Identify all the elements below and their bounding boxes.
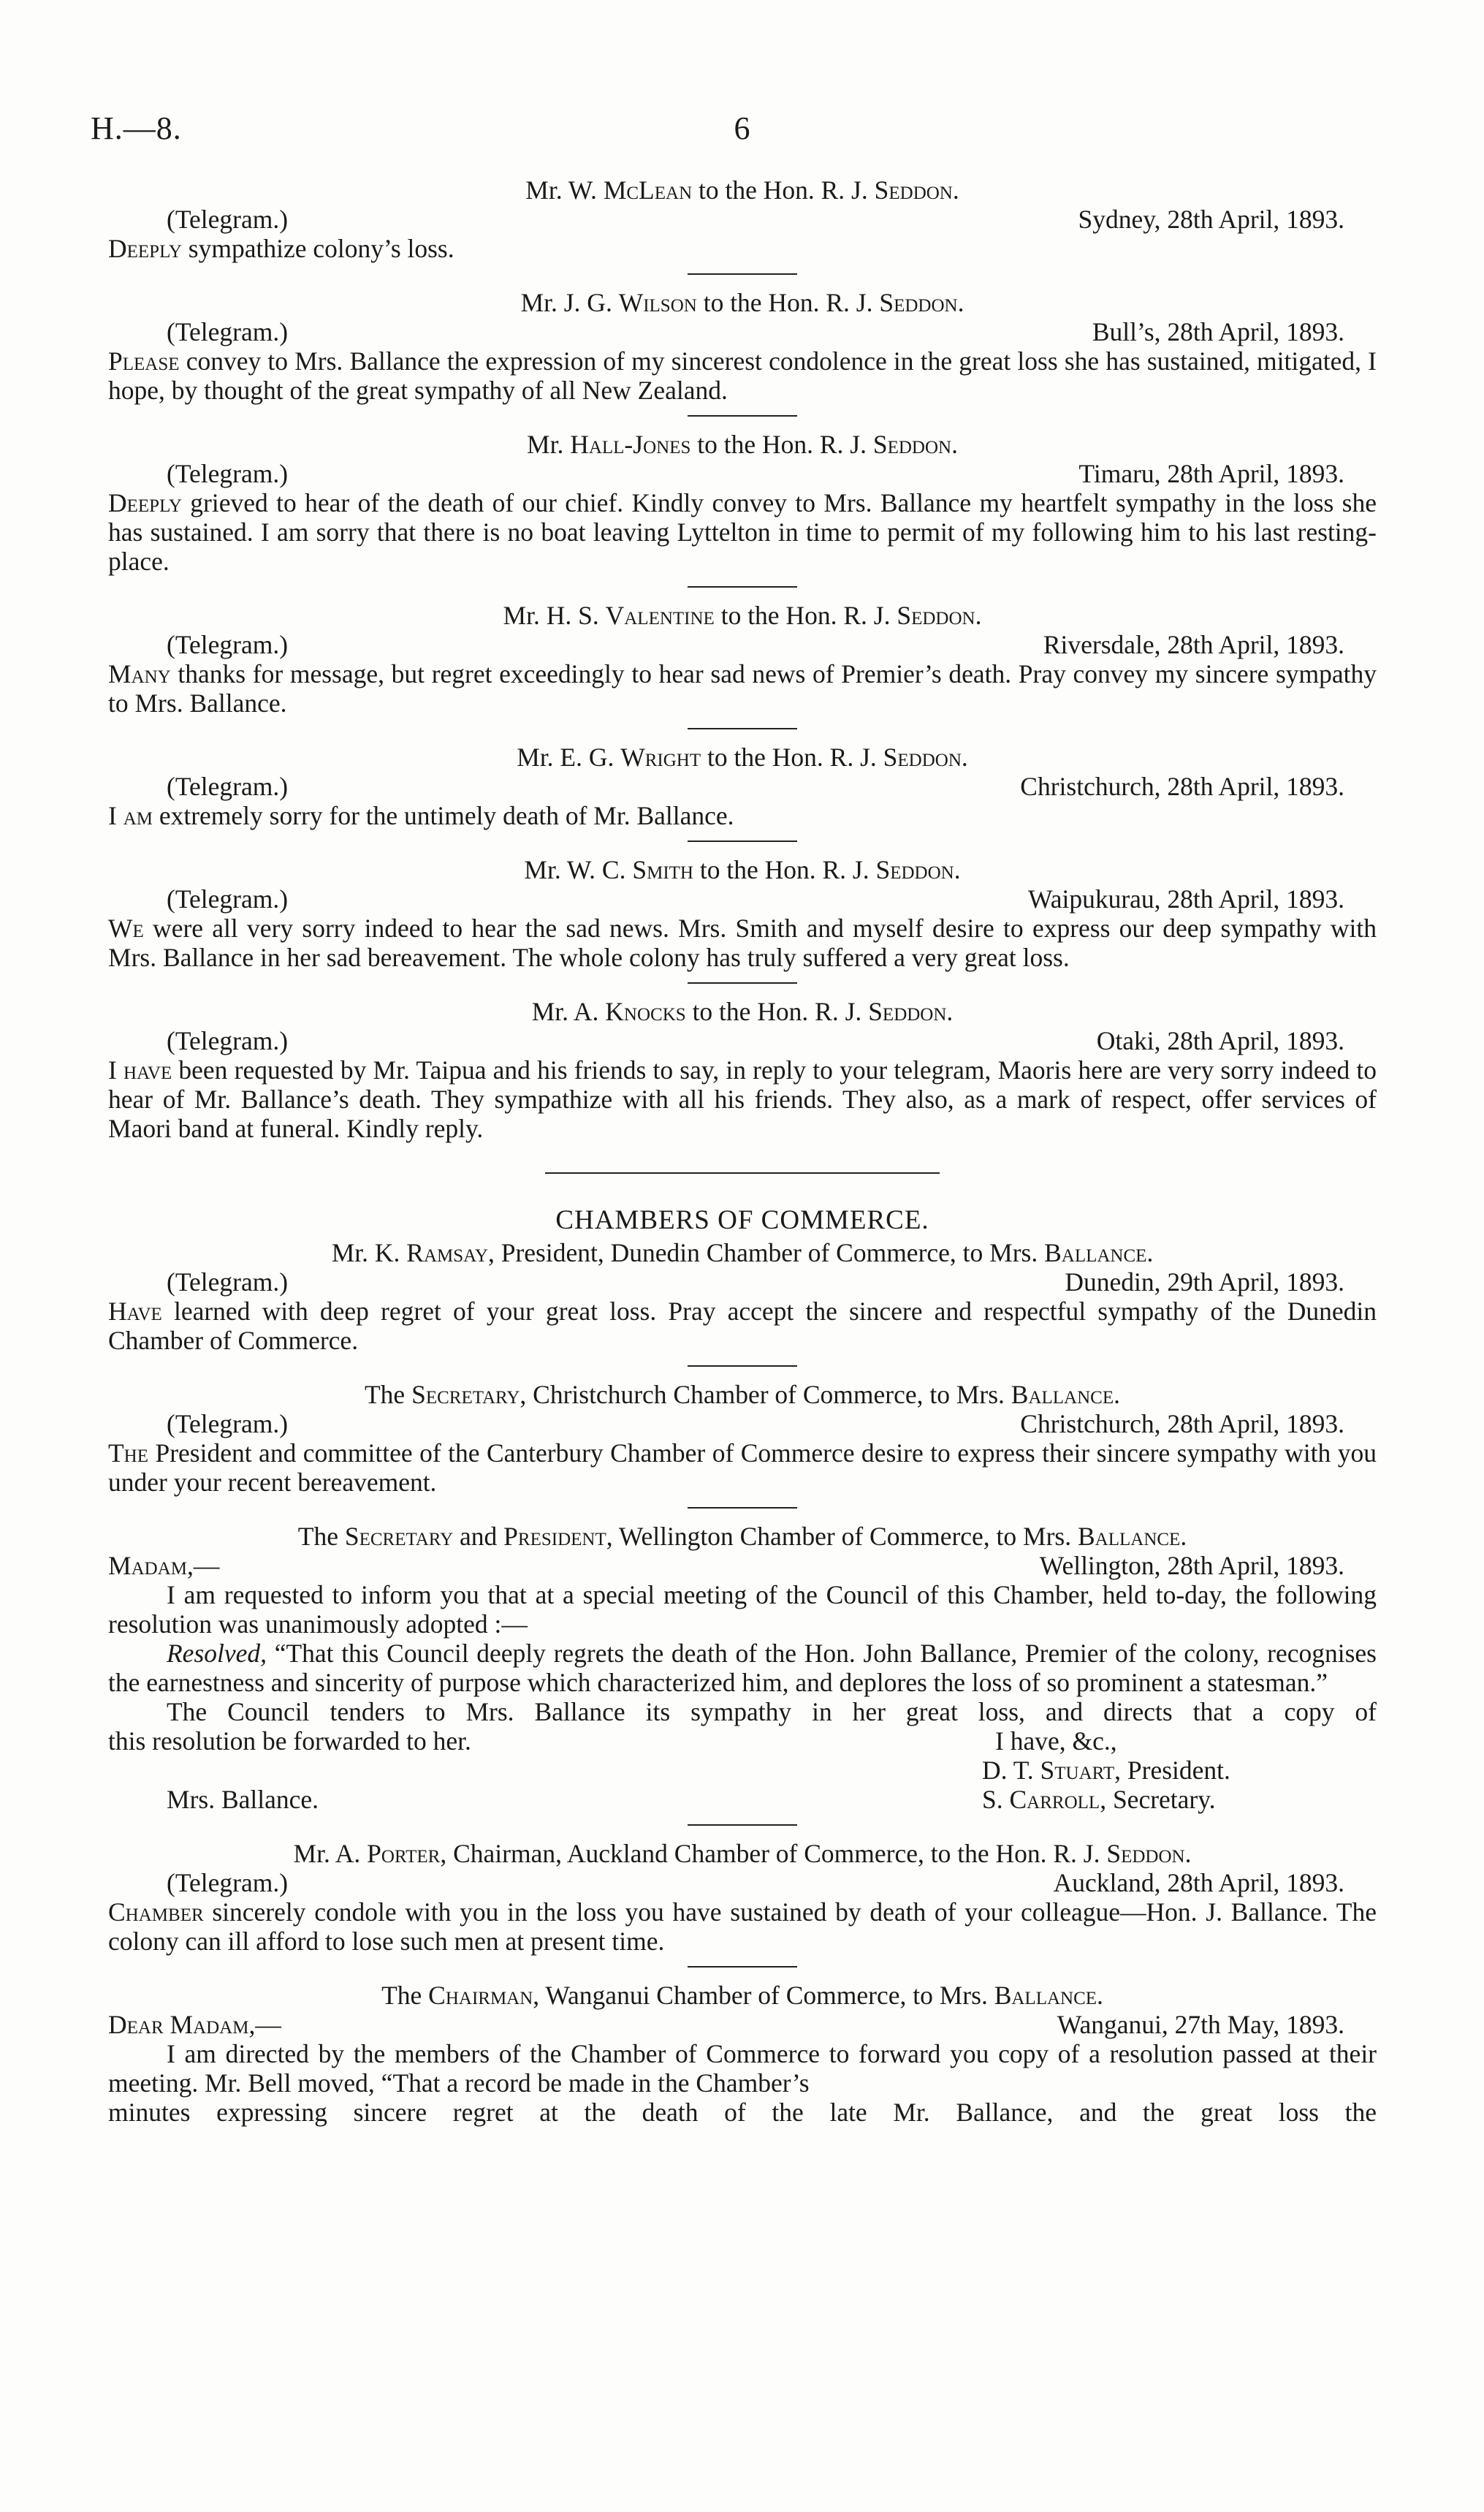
letter-paragraph-continued: minutes expressing sincere regret at the death of the late Mr. Ballance, and the great loss the (108, 2098, 1377, 2127)
telegram-wilson (108, 288, 1377, 405)
message-body: I am extremely sorry for the untimely death of Mr. Ballance. (108, 801, 734, 830)
message-title: Mr. W. C. Smith to the Hon. R. J. Seddon. (524, 855, 961, 884)
message-meta (108, 1026, 1377, 1055)
message-body: Have learned with deep regret of your great loss. Pray accept the sincere and respectful sympathy of the Dunedin Chamber of Commerce. (108, 1297, 1377, 1355)
message-place-date: Wellington, 28th April, 1893. (1039, 1551, 1344, 1580)
letter-resolution: Resolved, “That this Council deeply regrets the death of the Hon. John Ballance, Premier of the colony, recognises the earnestness and sincerity of purpose which characterized him, and deplores the loss of so prominent a statesman.” (108, 1639, 1377, 1697)
message-place-date: Christchurch, 28th April, 1893. (1020, 772, 1344, 801)
signature-secretary: S. Carroll, Secretary. (982, 1785, 1216, 1814)
message-meta (108, 630, 1377, 659)
message-kind: (Telegram.) (167, 459, 289, 488)
message-body: Many thanks for message, but regret exceedingly to hear sad news of Premier’s death. Pray convey my sincere sympathy to Mrs. Ballance. (108, 659, 1377, 718)
message-kind: (Telegram.) (167, 884, 289, 914)
letter-body (108, 2039, 1377, 2127)
message-kind: (Telegram.) (167, 205, 289, 234)
telegram-smith (108, 855, 1377, 972)
message-meta (108, 2010, 1377, 2039)
page-number: 6 (734, 110, 750, 146)
message-body: Deeply sympathize colony’s loss. (108, 234, 454, 263)
message-meta (108, 1409, 1377, 1438)
divider-rule (688, 586, 797, 588)
telegram-wright (108, 743, 1377, 830)
message-meta (108, 1551, 1377, 1580)
divider-rule (688, 728, 797, 729)
message-place-date: Riversdale, 28th April, 1893. (1043, 630, 1344, 659)
letter-paragraph: I am directed by the members of the Chamber of Commerce to forward you copy of a resolution passed at their meeting. Mr. Bell moved, “That a record be made in the Chamber’s (108, 2039, 1377, 2098)
letter-wellington (108, 1522, 1377, 1814)
message-meta (108, 1267, 1377, 1297)
telegram-mclean (108, 175, 1377, 263)
message-body: The President and committee of the Canterbury Chamber of Commerce desire to express their sincere sympathy with you under your recent bereavement. (108, 1438, 1377, 1497)
message-kind: (Telegram.) (167, 317, 289, 346)
message-title: The Secretary, Christchurch Chamber of Commerce, to Mrs. Ballance. (365, 1380, 1120, 1409)
divider-rule (688, 1824, 797, 1826)
message-title: Mr. K. Ramsay, President, Dunedin Chamber of Commerce, to Mrs. Ballance. (331, 1238, 1154, 1267)
message-meta (108, 1868, 1377, 1897)
letter-salutation: Madam,— (108, 1551, 220, 1580)
message-kind: (Telegram.) (167, 1409, 289, 1438)
letter-paragraph: I am requested to inform you that at a special meeting of the Council of this Chamber, held to-day, the following resolution was unanimously adopted :— (108, 1580, 1377, 1639)
message-place-date: Wanganui, 27th May, 1893. (1057, 2010, 1344, 2039)
message-title: Mr. J. G. Wilson to the Hon. R. J. Seddon. (520, 288, 964, 317)
message-body: Deeply grieved to hear of the death of our chief. Kindly convey to Mrs. Ballance my heartfelt sympathy in the loss she has sustained. I am sorry that there is no boat leaving Lyttelton in time to permit of my following him to his last resting-place. (108, 488, 1377, 576)
page-header (91, 110, 1393, 153)
message-meta (108, 772, 1377, 801)
letter-paragraph: The Council tenders to Mrs. Ballance its sympathy in her great loss, and directs that a copy of (167, 1697, 1377, 1726)
divider-rule (688, 1507, 797, 1509)
divider-rule (688, 1365, 797, 1367)
message-body: We were all very sorry indeed to hear the sad news. Mrs. Smith and myself desire to express our deep sympathy with Mrs. Ballance in her sad bereavement. The whole colony has truly suffered a very great loss. (108, 914, 1377, 972)
message-meta (108, 459, 1377, 488)
signature-row (108, 1756, 1377, 1785)
message-kind: (Telegram.) (167, 772, 289, 801)
telegram-christchurch-secretary (108, 1380, 1377, 1497)
message-title: Mr. W. McLean to the Hon. R. J. Seddon. (525, 175, 959, 205)
message-meta (108, 317, 1377, 346)
telegram-hall-jones (108, 430, 1377, 576)
message-body: Please convey to Mrs. Ballance the expression of my sincerest condolence in the great loss she has sustained, mitigated, I hope, by thought of the great sympathy of all New Zealand. (108, 346, 1377, 405)
divider-rule (688, 982, 797, 984)
telegram-knocks (108, 997, 1377, 1143)
telegram-valentine (108, 601, 1377, 718)
message-place-date: Auckland, 28th April, 1893. (1053, 1868, 1344, 1897)
telegram-auckland (108, 1839, 1377, 1956)
message-title: The Chairman, Wanganui Chamber of Commerce, to Mrs. Ballance. (381, 1981, 1103, 2010)
letter-paragraph-end: this resolution be forwarded to her. (108, 1726, 471, 1756)
section-divider-rule (545, 1172, 940, 1174)
message-place-date: Otaki, 28th April, 1893. (1096, 1026, 1344, 1055)
document-code: H.—8. (91, 110, 182, 146)
message-meta (108, 884, 1377, 914)
message-place-date: Bull’s, 28th April, 1893. (1092, 317, 1344, 346)
message-place-date: Timaru, 28th April, 1893. (1078, 459, 1344, 488)
page-content (108, 175, 1377, 2137)
section-heading: CHAMBERS OF COMMERCE. (555, 1205, 929, 1235)
message-kind: (Telegram.) (167, 1026, 289, 1055)
message-title: Mr. A. Porter, Chairman, Auckland Chamber of Commerce, to the Hon. R. J. Seddon. (293, 1839, 1192, 1868)
telegram-ramsay (108, 1238, 1377, 1355)
message-title: The Secretary and President, Wellington Chamber of Commerce, to Mrs. Ballance. (297, 1522, 1187, 1551)
message-place-date: Dunedin, 29th April, 1893. (1065, 1267, 1344, 1297)
message-meta (108, 205, 1377, 234)
message-title: Mr. H. S. Valentine to the Hon. R. J. Seddon. (503, 601, 982, 630)
message-place-date: Waipukurau, 28th April, 1893. (1028, 884, 1344, 914)
letter-salutation: Dear Madam,— (108, 2010, 281, 2039)
message-place-date: Christchurch, 28th April, 1893. (1020, 1409, 1344, 1438)
letter-closing-row (108, 1726, 1377, 1756)
signature-president: D. T. Stuart, President. (982, 1756, 1230, 1785)
letter-addressee: Mrs. Ballance. (167, 1785, 319, 1814)
divider-rule (688, 841, 797, 842)
divider-rule (688, 1966, 797, 1968)
message-body: I have been requested by Mr. Taipua and his friends to say, in reply to your telegram, Maoris here are very sorry indeed to hear of Mr. Ballance’s death. They sympathize with all his friends. They also, as a mark of respect, offer services of Maori band at funeral. Kindly reply. (108, 1055, 1377, 1143)
message-body: Chamber sincerely condole with you in the loss you have sustained by death of your colleague—Hon. J. Ballance. The colony can ill afford to lose such men at present time. (108, 1897, 1377, 1956)
message-title: Mr. E. G. Wright to the Hon. R. J. Seddon. (517, 743, 968, 772)
letter-wanganui (108, 1981, 1377, 2127)
message-kind: (Telegram.) (167, 630, 289, 659)
letter-body (108, 1580, 1377, 1726)
message-kind: (Telegram.) (167, 1267, 289, 1297)
message-title: Mr. A. Knocks to the Hon. R. J. Seddon. (531, 997, 954, 1026)
divider-rule (688, 415, 797, 417)
message-title: Mr. Hall-Jones to the Hon. R. J. Seddon. (527, 430, 958, 459)
message-place-date: Sydney, 28th April, 1893. (1078, 205, 1344, 234)
letter-closing: I have, &c., (995, 1726, 1117, 1756)
signature-row (108, 1785, 1377, 1814)
divider-rule (688, 273, 797, 275)
message-kind: (Telegram.) (167, 1868, 289, 1897)
